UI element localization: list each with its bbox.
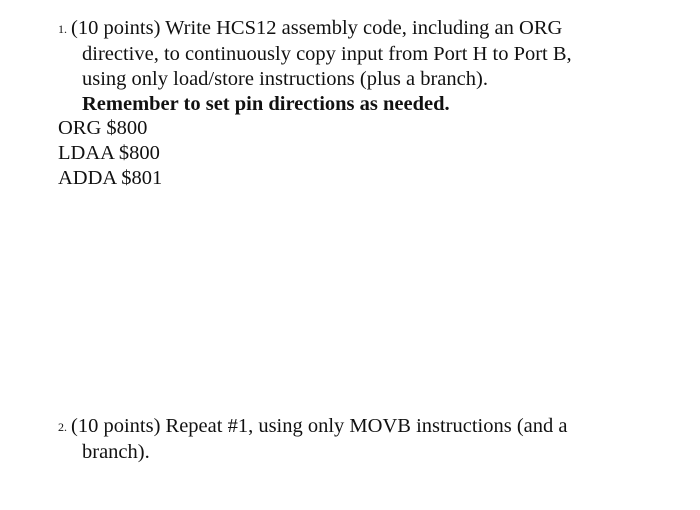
question-1 <box>58 16 658 117</box>
question-1-text-line-3: using only load/store instructions (plus a branch). <box>82 68 488 90</box>
question-1-line-1 <box>58 16 658 42</box>
question-1-text-line-1: (10 points) Write HCS12 assembly code, including an ORG <box>71 17 563 39</box>
answer-line-org: ORG $800 <box>58 117 148 139</box>
question-2 <box>58 414 658 465</box>
question-2-text-line-2: branch). <box>82 441 150 463</box>
answer-1 <box>58 116 162 191</box>
question-1-text-line-2: directive, to continuously copy input from Port H to Port B, <box>82 43 572 65</box>
answer-line-adda: ADDA $801 <box>58 167 163 189</box>
answer-line-ldaa: LDAA $800 <box>58 142 160 164</box>
question-2-line-1 <box>58 414 658 440</box>
question-2-text-line-1: (10 points) Repeat #1, using only MOVB instructions (and a <box>71 415 568 437</box>
question-1-emphasis: Remember to set pin directions as needed. <box>82 93 450 115</box>
question-1-number: 1. <box>58 22 67 36</box>
question-2-number: 2. <box>58 420 67 434</box>
